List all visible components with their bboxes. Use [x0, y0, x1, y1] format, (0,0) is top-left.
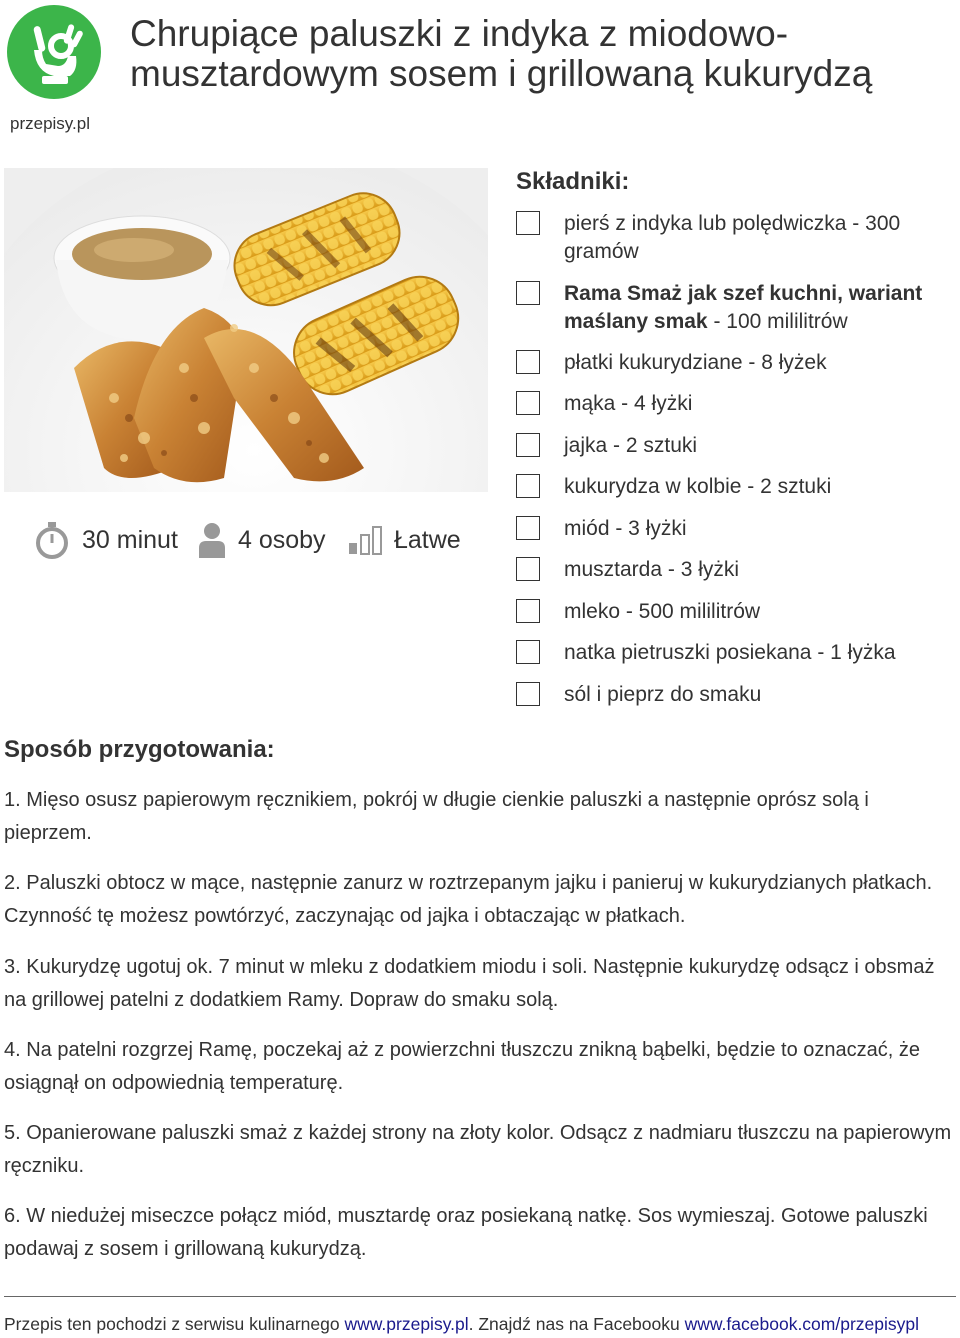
- ingredient-checkbox[interactable]: [516, 516, 540, 540]
- footer: [4, 1314, 960, 1335]
- recipe-title: Chrupiące paluszki z indyka z miodowo-musztardowym sosem i grillowaną kukurydzą: [130, 13, 873, 94]
- difficulty: [348, 520, 461, 560]
- footer-text: Przepis ten pochodzi z serwisu kulinarnego: [4, 1314, 345, 1334]
- website-link[interactable]: www.przepisy.pl: [344, 1314, 469, 1334]
- preparation-step: 3. Kukurydzę ugotuj ok. 7 minut w mleku z dodatkiem miodu i soli. Następnie kukurydzę odsącz i obsmaż na grillowej patelni z dodatkiem Ramy. Dopraw do smaku solą.: [4, 956, 935, 1011]
- preparation-step: 6. W niedużej miseczce połącz miód, musztardę oraz posiekaną natkę. Sos wymieszaj. Gotowe paluszki podawaj z sosem i grillowaną kukurydzą.: [4, 1205, 928, 1260]
- facebook-link[interactable]: www.facebook.com/przepisypl: [684, 1314, 920, 1334]
- preparation-step: 1. Mięso osusz papierowym ręcznikiem, pokrój w długie cienkie paluszki a następnie oprósz solą i pieprzem.: [4, 789, 869, 844]
- stopwatch-icon: [34, 521, 70, 559]
- preparation-step: 2. Paluszki obtocz w mące, następnie zanurz w roztrzepanym jajku i panieruj w kukurydzianych płatkach. Czynność tę możesz powtórzyć, zaczynając od jajka i obtaczając w płatkach.: [4, 872, 933, 927]
- ingredient-checkbox[interactable]: [516, 281, 540, 305]
- ingredient-checkbox[interactable]: [516, 599, 540, 623]
- ingredient-text: mąka - 4 łyżki: [564, 392, 693, 415]
- ingredient-text: - 100 mililitrów: [707, 310, 848, 333]
- preparation-step: 5. Opanierowane paluszki smaż z każdej strony na złoty kolor. Odsącz z nadmiaru tłuszczu na papierowym ręczniku.: [4, 1122, 952, 1177]
- ingredient-text: jajka - 2 sztuki: [564, 434, 698, 457]
- brand-logo[interactable]: [6, 4, 102, 100]
- difficulty-value: Łatwe: [394, 525, 461, 554]
- ingredient-text: natka pietruszki posiekana - 1 łyżka: [564, 641, 896, 664]
- ingredient-text: mleko - 500 mililitrów: [564, 600, 761, 623]
- ingredient-checkbox[interactable]: [516, 391, 540, 415]
- ingredient-brand: Rama Smaż jak szef kuchni, wariant maślany smak: [564, 282, 923, 333]
- ingredient-text: kukurydza w kolbie - 2 sztuki: [564, 475, 832, 498]
- person-icon: [198, 522, 226, 558]
- ingredient-checkbox[interactable]: [516, 682, 540, 706]
- ingredient-checkbox[interactable]: [516, 557, 540, 581]
- recipe-photo: [4, 168, 488, 492]
- prep-time: [34, 520, 178, 560]
- ingredient-checkbox[interactable]: [516, 350, 540, 374]
- difficulty-bars-icon: [348, 525, 382, 555]
- prep-time-value: 30 minut: [82, 525, 178, 554]
- preparation-step: 4. Na patelni rozgrzej Ramę, poczekaj aż z powierzchni tłuszczu znikną bąbelki, będzie to oznaczać, że osiągnął on odpowiednią temperaturę.: [4, 1039, 921, 1094]
- footer-text: . Znajdź nas na Facebooku: [468, 1314, 685, 1334]
- ingredient-checkbox[interactable]: [516, 474, 540, 498]
- ingredient-checkbox[interactable]: [516, 433, 540, 457]
- preparation-heading: Sposób przygotowania:: [4, 736, 275, 763]
- ingredient-text: pierś z indyka lub polędwiczka - 300 gramów: [564, 212, 901, 263]
- ingredients-heading: Składniki:: [516, 168, 630, 195]
- ingredient-text: miód - 3 łyżki: [564, 517, 687, 540]
- ingredient-checkbox[interactable]: [516, 640, 540, 664]
- servings: [198, 520, 326, 560]
- brand-name: przepisy.pl: [10, 114, 90, 133]
- ingredient-checkbox[interactable]: [516, 211, 540, 235]
- ingredient-text: musztarda - 3 łyżki: [564, 558, 740, 581]
- servings-value: 4 osoby: [238, 525, 326, 554]
- ingredient-text: płatki kukurydziane - 8 łyżek: [564, 351, 827, 374]
- footer-divider: [4, 1296, 956, 1297]
- ingredient-text: sól i pieprz do smaku: [564, 683, 762, 706]
